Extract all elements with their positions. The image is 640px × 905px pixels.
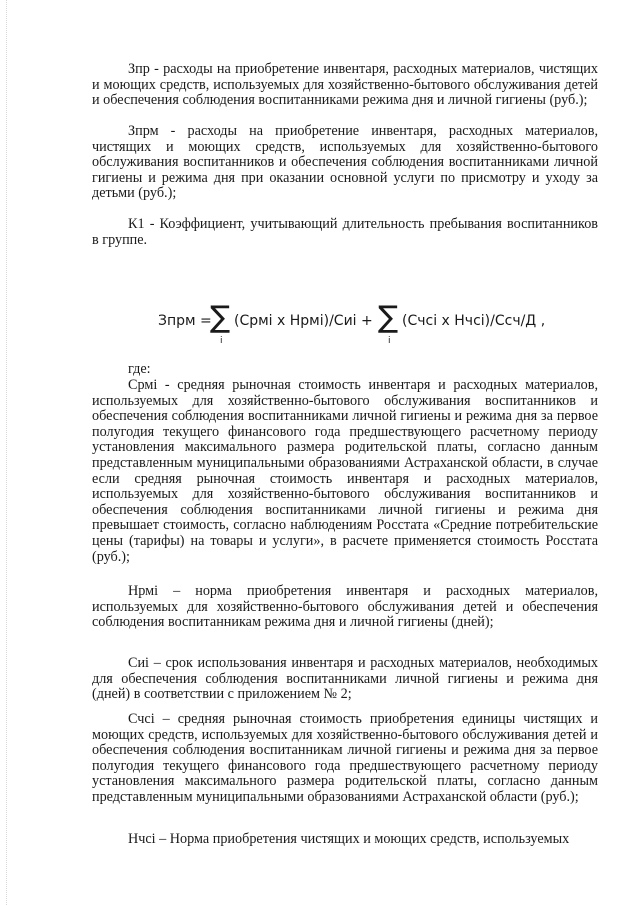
where-label: где: bbox=[128, 361, 151, 377]
definition-cii: Cиi – срок использования инвентаря и расходных материалов, необходимых для обеспечения соблюдения воспитанниками личной гигиены и режима дня (дней) в соответствии с приложением № 2; bbox=[92, 655, 598, 703]
sum-symbol-1: ∑ bbox=[210, 300, 231, 335]
definition-hrmi: Hрмi – норма приобретения инвентаря и расходных материалов, используемых для хозяйственно-бытового обслуживания детей и обеспечения соблюдения воспитанникам режима дня и личной гигиены (дней); bbox=[92, 583, 598, 631]
paragraph-k1: К1 - Коэффициент, учитывающий длительность пребывания воспитанников в группе. bbox=[92, 216, 598, 248]
definition-schsi: Счсi – средняя рыночная стоимость приобретения единицы чистящих и моющих средств, используемых для хозяйственно-бытового обслуживания детей и обеспечения соблюдения воспитанникам личной гигиены и режима дня за первое полугодия текущего финансового года предшествующего расчетному периоду установления максимального размера родительской платы, согласно данным представленным муниципальными образованиями Астраханской области (руб.); bbox=[92, 711, 598, 805]
definition-crmi: Cрмi - средняя рыночная стоимость инвентаря и расходных материалов, используемых для хозяйственно-бытового обслуживания воспитанников и обеспечения соблюдения воспитанниками личной гигиены и режима дня за первое полугодия текущего финансового года предшествующего расчетному периоду установления максимального размера родительской платы, согласно данным представленным муниципальными образованиями Астраханской области, в случае если средняя рыночная стоимость инвентаря и расходных материалов, используемых для хозяйственно-бытового обслуживания воспитанников и обеспечения соблюдения воспитанниками личной гигиены и режима дня превышает стоимость, согласно наблюдениям Росстата «Средние потребительские цены (тарифы) на товары и услуги», в расчете применяется стоимость Росстата (руб.); bbox=[92, 377, 598, 565]
sum-index-1: i bbox=[220, 336, 223, 346]
formula-term-2: (Счсi x Hчсi)/Сcч/Д , bbox=[402, 313, 546, 329]
paragraph-zprm: Зпрм - расходы на приобретение инвентаря, расходных материалов, чистящих и моющих средств, используемых для хозяйственно-бытового обслуживания воспитанников и обеспечения соблюдения воспитанниками личной гигиены и режима дня при оказании основной услуги по присмотру и уходу за детьми (руб.); bbox=[92, 123, 598, 202]
formula-term-1: (Cрмi x Hрмi)/Cиi + bbox=[234, 313, 373, 329]
scan-edge-line bbox=[6, 0, 8, 905]
formula bbox=[158, 302, 578, 352]
definition-hchsi: Hчсi – Норма приобретения чистящих и моющих средств, используемых bbox=[128, 831, 570, 847]
paragraph-zpr: Зпр - расходы на приобретение инвентаря, расходных материалов, чистящих и моющих средств, используемых для хозяйственно-бытового обслуживания детей и обеспечения соблюдения воспитанниками режима дня и личной гигиены (руб.); bbox=[92, 61, 598, 109]
formula-lhs: Зпрм = bbox=[158, 313, 212, 329]
sum-index-2: i bbox=[388, 336, 391, 346]
sum-symbol-2: ∑ bbox=[378, 300, 399, 335]
